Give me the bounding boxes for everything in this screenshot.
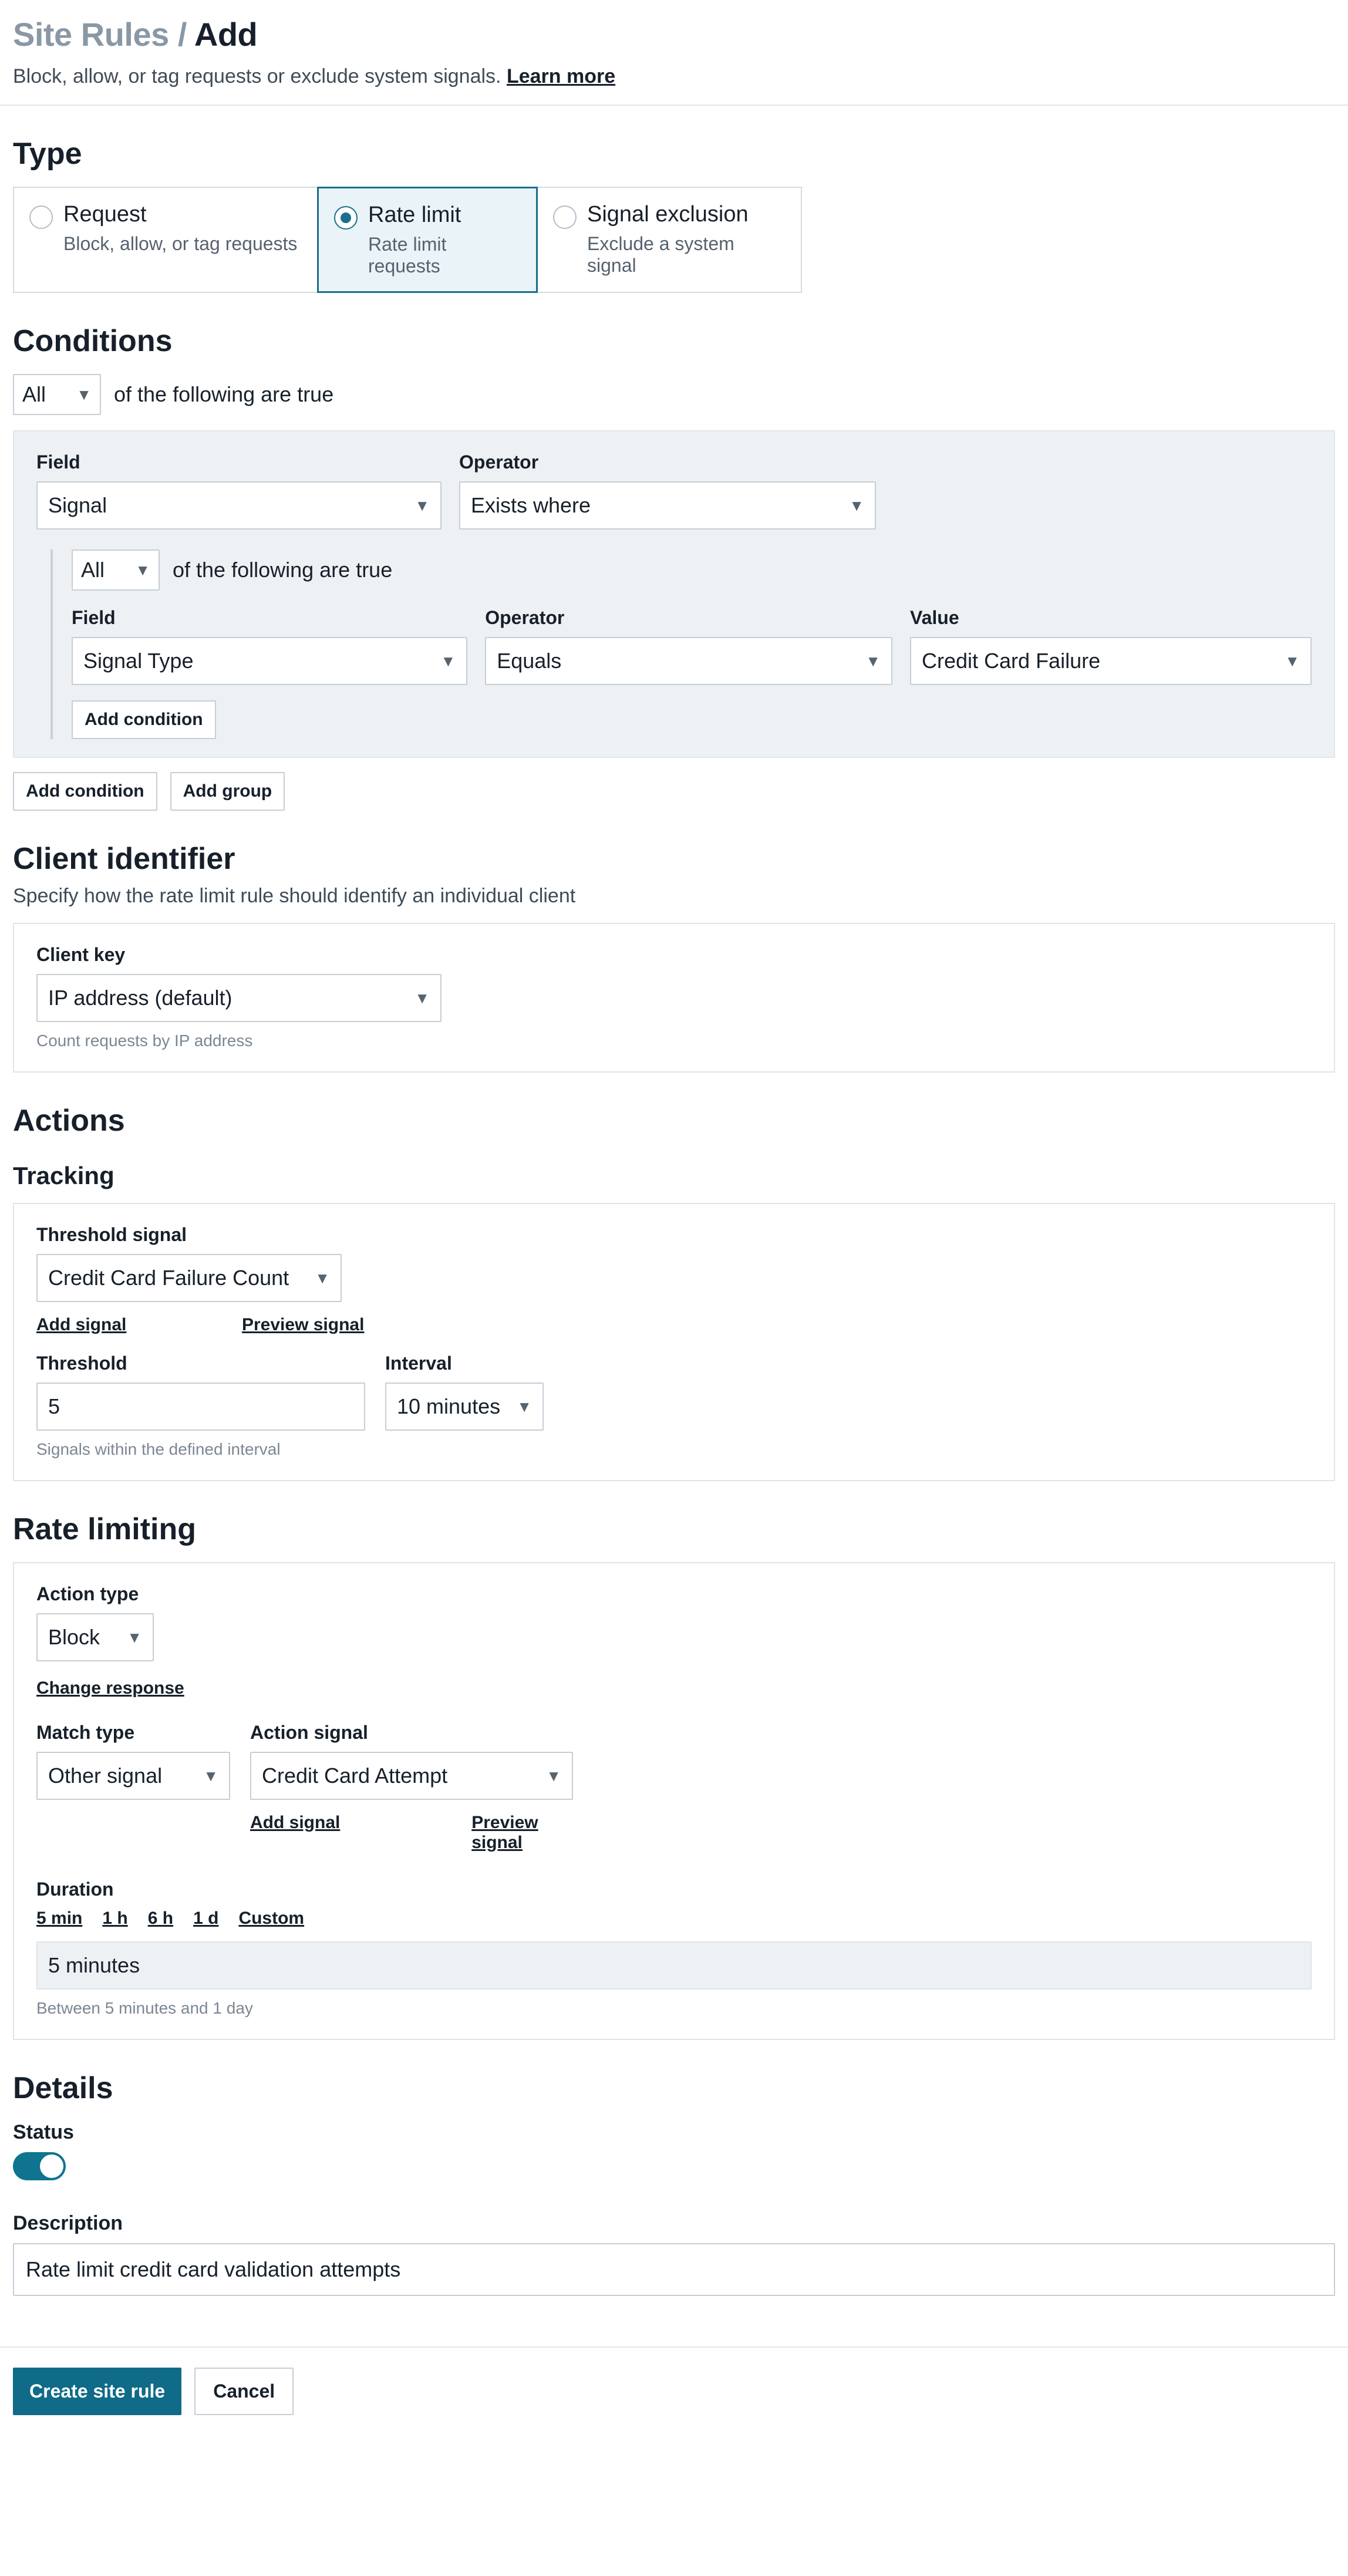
nested-match-text: of the following are true [173,558,393,582]
conditions-heading: Conditions [13,324,173,358]
form-footer [0,2346,1348,2439]
condition-operator-label: Operator [459,451,539,473]
breadcrumb-current: Add [194,16,258,53]
nested-field-select[interactable] [72,637,467,685]
conditions-buttons [13,772,1335,811]
threshold-input[interactable]: 5 [36,1383,365,1431]
match-action-row [36,1722,1312,1853]
client-key-helper: Count requests by IP address [36,1031,253,1050]
nested-operator-value: Equals [497,649,562,673]
conditions-match-text: of the following are true [114,382,334,406]
type-option-rate-limit-desc: Rate limit requests [368,234,447,277]
nested-value-col [910,607,1312,685]
description-input[interactable]: Rate limit credit card validation attempts [13,2243,1335,2296]
radio-signal-exclusion-icon[interactable] [553,205,577,229]
client-identifier-description: Specify how the rate limit rule should identify an individual client [13,885,576,907]
add-condition-button[interactable]: Add condition [13,772,157,811]
duration-preset-6h[interactable]: 6 h [147,1909,174,1928]
tracking-links [36,1315,1312,1335]
chevron-down-icon: ▼ [127,1628,142,1646]
page-subtitle-text: Block, allow, or tag requests or exclude system signals. [13,65,501,87]
duration-helper: Between 5 minutes and 1 day [36,1999,253,2017]
chevron-down-icon: ▼ [517,1398,532,1415]
status-label: Status [13,2121,74,2143]
nested-field-value: Signal Type [83,649,194,673]
change-response-link[interactable]: Change response [36,1678,184,1698]
nested-value-value: Credit Card Failure [922,649,1101,673]
type-option-rate-limit[interactable] [317,187,538,293]
condition-field-label: Field [36,451,80,473]
threshold-row [36,1353,1312,1431]
duration-preset-5min[interactable]: 5 min [36,1909,83,1928]
chevron-down-icon: ▼ [203,1767,218,1785]
create-site-rule-button[interactable]: Create site rule [13,2368,181,2415]
tracking-card [13,1203,1335,1481]
status-toggle[interactable] [13,2152,66,2180]
cancel-button[interactable]: Cancel [194,2368,294,2415]
nested-field-label: Field [72,607,116,628]
chevron-down-icon: ▼ [865,652,881,670]
match-type-label: Match type [36,1722,135,1743]
learn-more-link[interactable]: Learn more [506,65,616,87]
type-options [13,187,1335,293]
page-subtitle [13,65,1335,88]
nested-condition-row [72,607,1312,685]
change-response-row [36,1674,1312,1700]
condition-operator-value: Exists where [471,493,591,517]
nested-buttons [72,700,1312,739]
nested-add-condition-button[interactable]: Add condition [72,700,216,739]
chevron-down-icon: ▼ [315,1269,330,1287]
nested-condition-group [50,549,1312,739]
match-type-col [36,1722,230,1853]
nested-operator-select[interactable] [485,637,892,685]
breadcrumb-separator: / [177,16,187,53]
duration-preset-1h[interactable]: 1 h [102,1909,128,1928]
condition-field-value: Signal [48,493,107,517]
duration-presets [36,1909,1312,1928]
nested-field-col [72,607,467,685]
page-title [13,15,1335,53]
nested-match-select-value: All [81,558,105,582]
nested-value-select[interactable] [910,637,1312,685]
nested-match-row [72,549,1312,591]
type-option-rate-limit-label: Rate limit [368,203,461,227]
type-option-request-desc: Block, allow, or tag requests [63,233,298,254]
nested-operator-label: Operator [485,607,565,628]
conditions-match-select[interactable] [13,374,101,415]
chevron-down-icon: ▼ [546,1767,561,1785]
action-signal-col [250,1722,573,1853]
conditions-match-select-value: All [22,382,46,406]
match-type-select[interactable] [36,1752,230,1800]
tracking-helper: Signals within the defined interval [36,1440,281,1458]
status-toggle-knob [40,2154,63,2178]
type-option-signal-exclusion-label: Signal exclusion [587,202,749,227]
breadcrumb-site-rules[interactable]: Site Rules [13,16,169,53]
client-identifier-heading: Client identifier [13,842,235,876]
condition-group [13,430,1335,758]
condition-operator-select[interactable] [459,481,876,530]
rate-limiting-preview-signal-link[interactable]: Preview signal [471,1813,538,1852]
add-group-button[interactable]: Add group [170,772,285,811]
action-signal-label: Action signal [250,1722,368,1743]
interval-value: 10 minutes [397,1394,501,1418]
threshold-label: Threshold [36,1353,127,1374]
client-key-value: IP address (default) [48,986,232,1010]
interval-select[interactable] [385,1383,544,1431]
nested-value-label: Value [910,607,959,628]
client-key-select[interactable] [36,974,442,1022]
type-option-signal-exclusion-desc: Exclude a system signal [587,233,734,276]
action-signal-value: Credit Card Attempt [262,1764,448,1788]
rate-limiting-heading: Rate limiting [13,1512,197,1546]
duration-section [36,1879,1312,2018]
actions-heading: Actions [13,1104,125,1138]
chevron-down-icon: ▼ [135,561,150,579]
tracking-add-signal-link[interactable]: Add signal [36,1315,127,1334]
threshold-signal-select[interactable] [36,1254,342,1302]
condition-operator-col [459,451,876,530]
page-header [0,0,1348,106]
chevron-down-icon: ▼ [414,497,430,514]
rate-limiting-links [250,1813,573,1853]
chevron-down-icon: ▼ [76,386,92,403]
chevron-down-icon: ▼ [440,652,456,670]
chevron-down-icon: ▼ [1285,652,1300,670]
radio-rate-limit-icon[interactable] [334,206,358,230]
match-type-value: Other signal [48,1764,163,1788]
details-heading: Details [13,2071,113,2105]
condition-field-select[interactable] [36,481,442,530]
threshold-signal-label: Threshold signal [36,1224,187,1245]
action-type-value: Block [48,1625,100,1649]
type-option-request-label: Request [63,202,147,227]
type-option-request[interactable] [13,187,318,293]
action-type-label: Action type [36,1583,139,1604]
tracking-preview-signal-link[interactable]: Preview signal [242,1315,365,1334]
description-label: Description [13,2212,123,2234]
condition-row [36,451,1312,530]
chevron-down-icon: ▼ [849,497,864,514]
nested-operator-col [485,607,892,685]
tracking-heading: Tracking [13,1162,114,1189]
conditions-match-row [13,374,1335,415]
chevron-down-icon: ▼ [414,989,430,1007]
threshold-signal-value: Credit Card Failure Count [48,1266,289,1290]
duration-input[interactable]: 5 minutes [36,1941,1312,1990]
duration-label: Duration [36,1879,114,1900]
interval-col [385,1353,544,1431]
client-key-label: Client key [36,944,126,965]
rate-limiting-add-signal-link[interactable]: Add signal [250,1813,341,1832]
duration-preset-custom[interactable]: Custom [238,1909,305,1928]
condition-field-col [36,451,442,530]
type-option-signal-exclusion[interactable] [537,187,802,293]
interval-label: Interval [385,1353,452,1374]
rate-limiting-card [13,1562,1335,2040]
duration-preset-1d[interactable]: 1 d [193,1909,219,1928]
threshold-col [36,1353,365,1431]
action-type-select[interactable] [36,1613,154,1661]
type-heading: Type [13,137,82,171]
client-identifier-card [13,923,1335,1073]
radio-request-icon[interactable] [29,205,53,229]
nested-match-select[interactable] [72,549,160,591]
action-signal-select[interactable] [250,1752,573,1800]
